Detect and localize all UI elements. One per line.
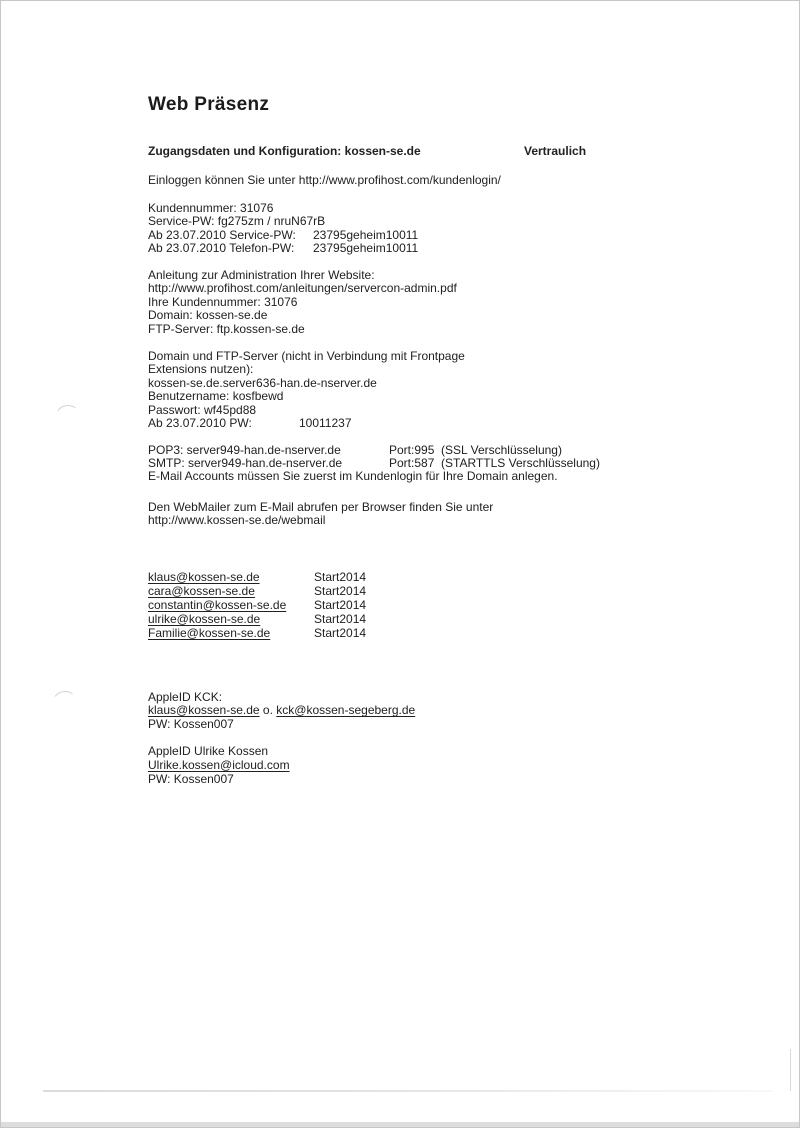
- punch-hole-top: [53, 403, 82, 432]
- admin-ftp-server-line: FTP-Server: ftp.kossen-se.de: [148, 321, 305, 336]
- email-address: klaus@kossen-se.de: [148, 570, 260, 584]
- email-password: Start2014: [314, 612, 367, 626]
- ftp-server-name-line: kossen-se.de.server636-han.de-nserver.de: [148, 375, 377, 390]
- service-pw-line: Service-PW: fg275zm / nruN67rB: [148, 214, 326, 229]
- pop3-port: Port:995 (SSL Verschlüsselung): [389, 442, 562, 457]
- appleid-kck-email1: klaus@kossen-se.de: [148, 703, 260, 718]
- login-info-line: Einloggen können Sie unter http://www.profihost.com/kundenlogin/: [148, 172, 501, 187]
- page-title: Web Präsenz: [148, 94, 270, 115]
- appleid-kck-emails: [148, 704, 415, 718]
- ftp-heading-line1: Domain und FTP-Server (nicht in Verbindung mit Frontpage: [148, 349, 465, 363]
- admin-pdf-url-line: http://www.profihost.com/anleitungen/servercon-admin.pdf: [148, 281, 457, 296]
- email-address: constantin@kossen-se.de: [148, 598, 287, 612]
- email-password: Start2014: [314, 584, 367, 598]
- ftp-pw-2010-value: 10011237: [299, 416, 352, 431]
- telefon-pw-2010-label: Ab 23.07.2010 Telefon-PW:: [148, 241, 295, 256]
- appleid-ulrike-email-text: Ulrike.kossen@icloud.com: [148, 757, 290, 772]
- email-address: Familie@kossen-se.de: [148, 626, 271, 640]
- telefon-pw-2010-line: [148, 242, 418, 255]
- pop3-line: [148, 444, 600, 457]
- appleid-kck-separator: o.: [259, 703, 277, 718]
- admin-kundennummer-line: Ihre Kundennummer: 31076: [148, 294, 298, 309]
- email-account-row: [148, 598, 366, 612]
- mail-server-block: [148, 444, 600, 484]
- email-account-row: [148, 570, 366, 584]
- smtp-server: SMTP: server949-han.de-nserver.de: [148, 455, 343, 470]
- scan-bottom-shadow: [1, 1122, 799, 1127]
- ftp-password-line: Passwort: wf45pd88: [148, 402, 257, 417]
- email-accounts-list: [148, 570, 366, 640]
- webmail-info-line: Den WebMailer zum E-Mail abrufen per Browser finden Sie unter: [148, 499, 494, 514]
- email-address: ulrike@kossen-se.de: [148, 612, 261, 626]
- smtp-line: [148, 457, 600, 470]
- service-pw-2010-value: 23795geheim10011: [313, 227, 419, 242]
- appleid-ulrike-block: [148, 745, 290, 786]
- appleid-kck-email2: kck@kossen-segeberg.de: [276, 703, 416, 718]
- email-address: cara@kossen-se.de: [148, 584, 255, 598]
- admin-heading-line: Anleitung zur Administration Ihrer Website:: [148, 268, 375, 282]
- email-password: Start2014: [314, 626, 367, 640]
- email-account-row: [148, 584, 366, 598]
- document-subject: Zugangsdaten und Konfiguration: kossen-se.de: [148, 144, 421, 158]
- ftp-username-line: Benutzername: kosfbewd: [148, 389, 284, 404]
- email-account-row: [148, 626, 366, 640]
- service-pw-2010-line: [148, 229, 418, 242]
- ftp-pw-2010-line: [148, 417, 465, 430]
- pop3-server: POP3: server949-han.de-nserver.de: [148, 442, 341, 457]
- scan-shadow-line: [43, 1090, 773, 1092]
- appleid-kck-title: AppleID KCK:: [148, 689, 223, 704]
- telefon-pw-2010-value: 23795geheim10011: [313, 241, 419, 256]
- punch-hole-bottom: [50, 689, 79, 718]
- appleid-kck-pw: PW: Kossen007: [148, 717, 234, 732]
- admin-domain-line: Domain: kossen-se.de: [148, 308, 268, 323]
- ftp-credentials-block: [148, 350, 465, 430]
- kundennummer-line: Kundennummer: 31076: [148, 201, 274, 215]
- appleid-ulrike-email: [148, 759, 290, 773]
- account-credentials-block: [148, 202, 418, 256]
- admin-info-block: [148, 269, 457, 336]
- scan-page-edge: [790, 1049, 791, 1091]
- webmail-url-line: http://www.kossen-se.de/webmail: [148, 512, 326, 527]
- appleid-ulrike-pw: PW: Kossen007: [148, 771, 234, 786]
- appleid-ulrike-title: AppleID Ulrike Kossen: [148, 744, 269, 758]
- mail-note-line: E-Mail Accounts müssen Sie zuerst im Kundenlogin für Ihre Domain anlegen.: [148, 469, 558, 484]
- classification-label: Vertraulich: [524, 144, 587, 158]
- smtp-port: Port:587 (STARTTLS Verschlüsselung): [389, 455, 600, 470]
- appleid-kck-block: [148, 691, 415, 732]
- ftp-heading-line2: Extensions nutzen):: [148, 362, 254, 377]
- ftp-pw-2010-label: Ab 23.07.2010 PW:: [148, 416, 252, 431]
- email-account-row: [148, 612, 366, 626]
- email-password: Start2014: [314, 570, 367, 584]
- service-pw-2010-label: Ab 23.07.2010 Service-PW:: [148, 227, 296, 242]
- email-password: Start2014: [314, 598, 367, 612]
- webmail-block: [148, 501, 493, 528]
